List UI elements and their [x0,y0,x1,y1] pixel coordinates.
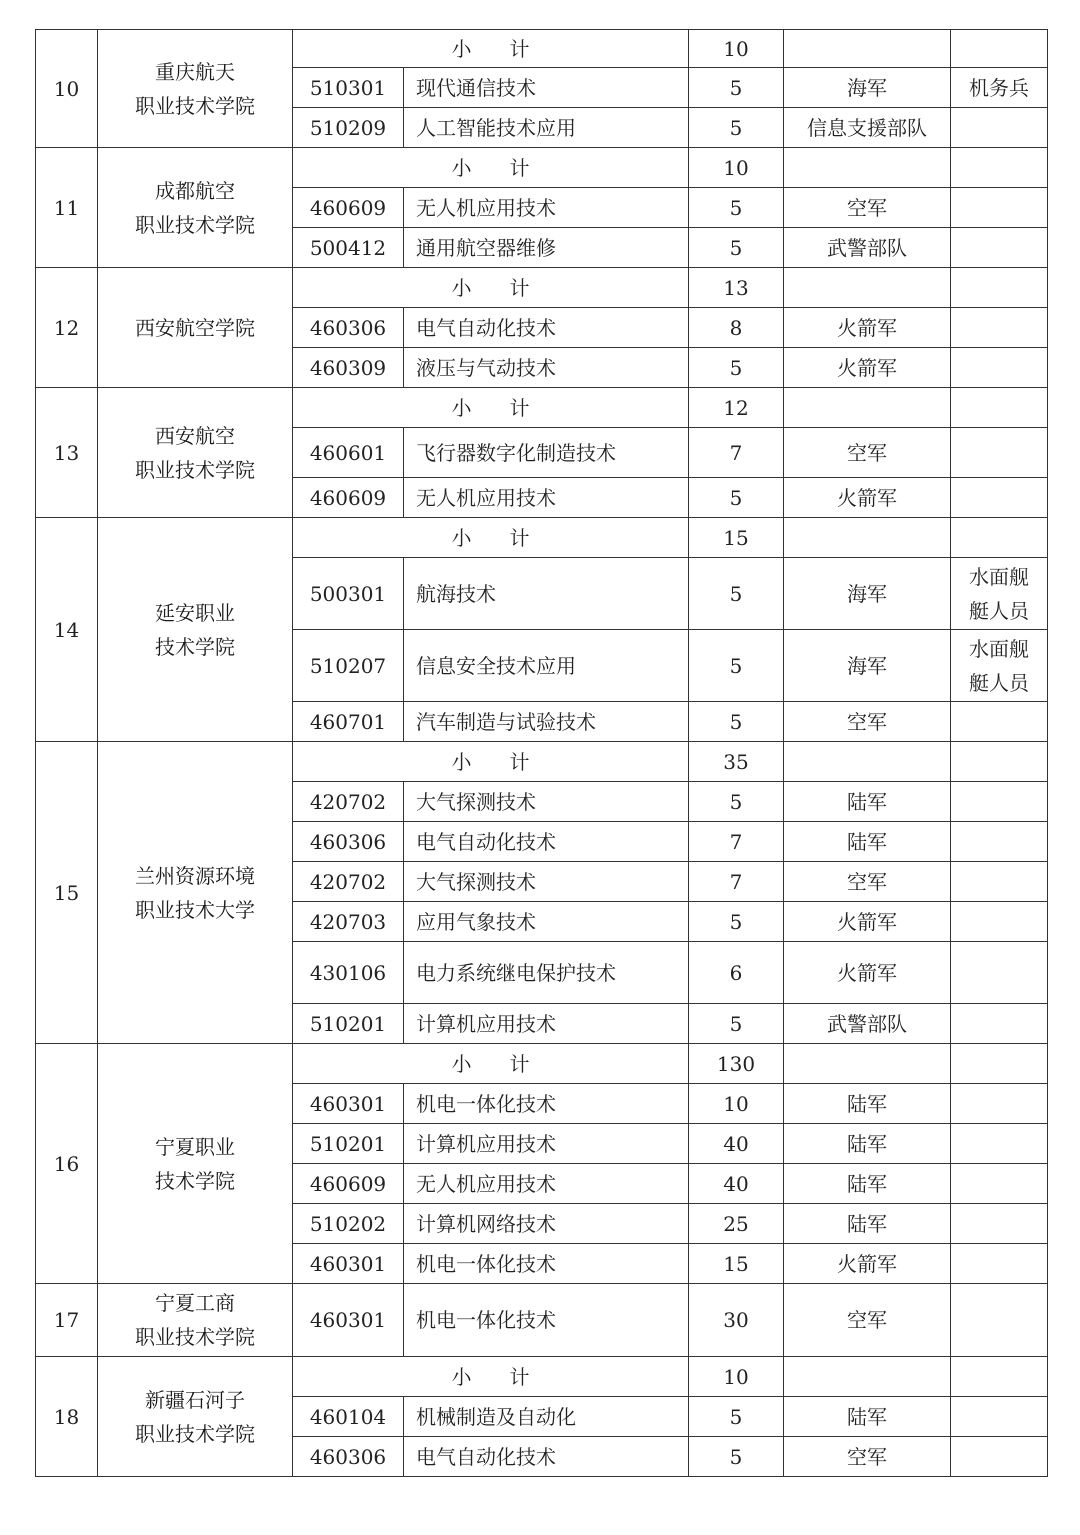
major-name: 机械制造及自动化 [404,1397,689,1437]
school-name-line: 西安航空 [155,423,235,448]
major-name: 电气自动化技术 [404,822,689,862]
service-branch: 火箭军 [784,1244,951,1284]
major-code: 510201 [293,1004,404,1044]
major-code: 460306 [293,822,404,862]
enrollment-count: 15 [689,1244,784,1284]
school-name-line: 宁夏工商 [155,1291,235,1315]
subtotal-remark-empty [951,268,1048,308]
enrollment-count: 7 [689,862,784,902]
major-code: 460609 [293,478,404,518]
school-name-line: 职业技术学院 [135,457,255,482]
enrollment-count: 30 [689,1284,784,1357]
enrollment-count: 5 [689,68,784,108]
major-code: 500301 [293,558,404,630]
remark-line: 艇人员 [969,598,1029,623]
remark [951,782,1048,822]
remark-line: 艇人员 [969,670,1029,695]
major-name: 汽车制造与试验技术 [404,702,689,742]
remark [951,702,1048,742]
enrollment-count: 40 [689,1124,784,1164]
subtotal-label [293,148,689,188]
service-branch: 空军 [784,862,951,902]
remark [951,1084,1048,1124]
service-branch: 火箭军 [784,308,951,348]
remark [951,348,1048,388]
school-number: 14 [36,518,98,742]
subtotal-label [293,1357,689,1397]
enrollment-count: 5 [689,1437,784,1477]
subtotal-label-char: 计 [509,1364,530,1389]
remark [951,1244,1048,1284]
subtotal-label-char: 计 [509,749,530,774]
major-name: 电气自动化技术 [404,1437,689,1477]
major-code: 510201 [293,1124,404,1164]
remark [951,1204,1048,1244]
service-branch: 陆军 [784,1164,951,1204]
enrollment-count: 5 [689,228,784,268]
service-branch: 陆军 [784,1204,951,1244]
major-code: 460609 [293,1164,404,1204]
subtotal-label-char: 小 [451,749,472,774]
enrollment-count: 5 [689,630,784,702]
major-name: 信息安全技术应用 [404,630,689,702]
subtotal-count: 15 [689,518,784,558]
remark [951,308,1048,348]
remark [951,822,1048,862]
remark [951,902,1048,942]
subtotal-remark-empty [951,148,1048,188]
subtotal-count: 10 [689,30,784,68]
remark [951,228,1048,268]
service-branch: 陆军 [784,1124,951,1164]
school-name-line: 宁夏职业 [155,1134,235,1159]
subtotal-label [293,1044,689,1084]
subtotal-service-empty [784,1357,951,1397]
enrollment-count: 7 [689,428,784,478]
recruitment-table [35,29,1048,1477]
school-name-line: 技术学院 [155,634,235,659]
school-name [98,1357,293,1477]
subtotal-remark-empty [951,1044,1048,1084]
service-branch: 空军 [784,1437,951,1477]
remark [951,1284,1048,1357]
service-branch: 火箭军 [784,478,951,518]
remark [951,1437,1048,1477]
subtotal-remark-empty [951,388,1048,428]
major-name: 机电一体化技术 [404,1284,689,1357]
subtotal-label-char: 计 [509,525,530,550]
major-code: 430106 [293,942,404,1004]
school-name-line: 职业技术学院 [135,1325,255,1349]
major-code: 460301 [293,1284,404,1357]
subtotal-row [36,148,1048,188]
subtotal-service-empty [784,518,951,558]
remark [951,1397,1048,1437]
major-name: 计算机应用技术 [404,1004,689,1044]
school-name-line: 技术学院 [155,1168,235,1193]
major-name: 电气自动化技术 [404,308,689,348]
enrollment-count: 6 [689,942,784,1004]
major-name: 机电一体化技术 [404,1244,689,1284]
major-code: 500412 [293,228,404,268]
school-name [98,742,293,1044]
major-code: 460306 [293,308,404,348]
subtotal-service-empty [784,742,951,782]
remark-line: 水面舰 [969,564,1029,589]
major-name: 大气探测技术 [404,862,689,902]
remark [951,428,1048,478]
school-name [98,268,293,388]
enrollment-count: 10 [689,1084,784,1124]
major-code: 460609 [293,188,404,228]
school-number: 18 [36,1357,98,1477]
subtotal-count: 12 [689,388,784,428]
school-name [98,30,293,148]
major-code: 510207 [293,630,404,702]
service-branch: 武警部队 [784,228,951,268]
subtotal-service-empty [784,30,951,68]
table-row [36,1284,1048,1357]
enrollment-count: 5 [689,702,784,742]
remark [951,630,1048,702]
subtotal-count: 10 [689,148,784,188]
remark [951,558,1048,630]
subtotal-label-char: 小 [451,1051,472,1076]
service-branch: 海军 [784,630,951,702]
subtotal-service-empty [784,268,951,308]
school-name [98,1284,293,1357]
service-branch: 火箭军 [784,942,951,1004]
major-code: 420702 [293,862,404,902]
major-code: 460301 [293,1244,404,1284]
enrollment-count: 5 [689,188,784,228]
enrollment-count: 25 [689,1204,784,1244]
major-code: 460104 [293,1397,404,1437]
subtotal-label-char: 小 [451,525,472,550]
subtotal-label [293,268,689,308]
remark [951,188,1048,228]
subtotal-label-char: 计 [509,275,530,300]
subtotal-row [36,388,1048,428]
service-branch: 空军 [784,188,951,228]
enrollment-count: 5 [689,108,784,148]
service-branch: 陆军 [784,1397,951,1437]
subtotal-service-empty [784,148,951,188]
school-number: 16 [36,1044,98,1284]
major-code: 460601 [293,428,404,478]
service-branch: 空军 [784,1284,951,1357]
school-name-line: 西安航空学院 [135,315,255,340]
major-code: 420703 [293,902,404,942]
major-code: 510209 [293,108,404,148]
major-code: 460701 [293,702,404,742]
major-code: 460306 [293,1437,404,1477]
enrollment-count: 8 [689,308,784,348]
school-number: 12 [36,268,98,388]
remark [951,1164,1048,1204]
major-code: 510301 [293,68,404,108]
service-branch: 空军 [784,428,951,478]
school-name [98,148,293,268]
service-branch: 陆军 [784,782,951,822]
subtotal-row [36,1044,1048,1084]
school-name-line: 职业技术大学 [135,897,255,922]
subtotal-remark-empty [951,742,1048,782]
subtotal-service-empty [784,1044,951,1084]
subtotal-label-char: 计 [509,36,530,61]
major-name: 计算机应用技术 [404,1124,689,1164]
subtotal-count: 130 [689,1044,784,1084]
school-name [98,518,293,742]
subtotal-count: 35 [689,742,784,782]
major-name: 大气探测技术 [404,782,689,822]
subtotal-row [36,1357,1048,1397]
school-name-line: 新疆石河子 [145,1387,245,1412]
subtotal-row [36,30,1048,68]
remark-line: 机务兵 [969,75,1029,100]
service-branch: 空军 [784,702,951,742]
school-name-line: 成都航空 [155,178,235,203]
major-code: 460301 [293,1084,404,1124]
remark [951,108,1048,148]
school-number: 17 [36,1284,98,1357]
enrollment-count: 5 [689,348,784,388]
remark-line: 水面舰 [969,636,1029,661]
remark [951,942,1048,1004]
school-name-line: 延安职业 [155,600,235,625]
major-name: 无人机应用技术 [404,188,689,228]
major-name: 机电一体化技术 [404,1084,689,1124]
subtotal-label-char: 计 [509,155,530,180]
school-name-line: 兰州资源环境 [135,863,255,888]
major-code: 510202 [293,1204,404,1244]
major-name: 计算机网络技术 [404,1204,689,1244]
major-name: 无人机应用技术 [404,478,689,518]
enrollment-count: 5 [689,902,784,942]
subtotal-label-char: 小 [451,1364,472,1389]
school-number: 15 [36,742,98,1044]
major-name: 现代通信技术 [404,68,689,108]
major-name: 通用航空器维修 [404,228,689,268]
remark [951,862,1048,902]
major-name: 无人机应用技术 [404,1164,689,1204]
school-number: 10 [36,30,98,148]
service-branch: 陆军 [784,822,951,862]
subtotal-row [36,268,1048,308]
subtotal-label [293,30,689,68]
major-name: 液压与气动技术 [404,348,689,388]
subtotal-row [36,742,1048,782]
school-name [98,1044,293,1284]
major-name: 飞行器数字化制造技术 [404,428,689,478]
subtotal-count: 13 [689,268,784,308]
major-code: 420702 [293,782,404,822]
remark [951,1004,1048,1044]
service-branch: 陆军 [784,1084,951,1124]
major-code: 460309 [293,348,404,388]
school-name-line: 职业技术学院 [135,93,255,118]
subtotal-label-char: 小 [451,395,472,420]
subtotal-label-char: 小 [451,155,472,180]
enrollment-count: 40 [689,1164,784,1204]
school-name [98,388,293,518]
enrollment-count: 5 [689,478,784,518]
subtotal-remark-empty [951,30,1048,68]
major-name: 电力系统继电保护技术 [404,942,689,1004]
school-name-line: 重庆航天 [155,59,235,84]
major-name: 航海技术 [404,558,689,630]
subtotal-label-char: 小 [451,275,472,300]
school-name-line: 职业技术学院 [135,1421,255,1446]
subtotal-remark-empty [951,518,1048,558]
service-branch: 火箭军 [784,348,951,388]
subtotal-label [293,518,689,558]
subtotal-row [36,518,1048,558]
service-branch: 海军 [784,558,951,630]
major-name: 应用气象技术 [404,902,689,942]
subtotal-remark-empty [951,1357,1048,1397]
school-number: 13 [36,388,98,518]
enrollment-count: 5 [689,782,784,822]
service-branch: 信息支援部队 [784,108,951,148]
school-name-line: 职业技术学院 [135,212,255,237]
subtotal-label-char: 计 [509,1051,530,1076]
remark [951,68,1048,108]
subtotal-label [293,742,689,782]
subtotal-label-char: 计 [509,395,530,420]
remark [951,1124,1048,1164]
major-name: 人工智能技术应用 [404,108,689,148]
subtotal-label [293,388,689,428]
enrollment-count: 5 [689,1397,784,1437]
subtotal-label-char: 小 [451,36,472,61]
service-branch: 武警部队 [784,1004,951,1044]
service-branch: 海军 [784,68,951,108]
remark [951,478,1048,518]
subtotal-count: 10 [689,1357,784,1397]
enrollment-count: 5 [689,558,784,630]
school-number: 11 [36,148,98,268]
service-branch: 火箭军 [784,902,951,942]
enrollment-count: 7 [689,822,784,862]
enrollment-count: 5 [689,1004,784,1044]
subtotal-service-empty [784,388,951,428]
